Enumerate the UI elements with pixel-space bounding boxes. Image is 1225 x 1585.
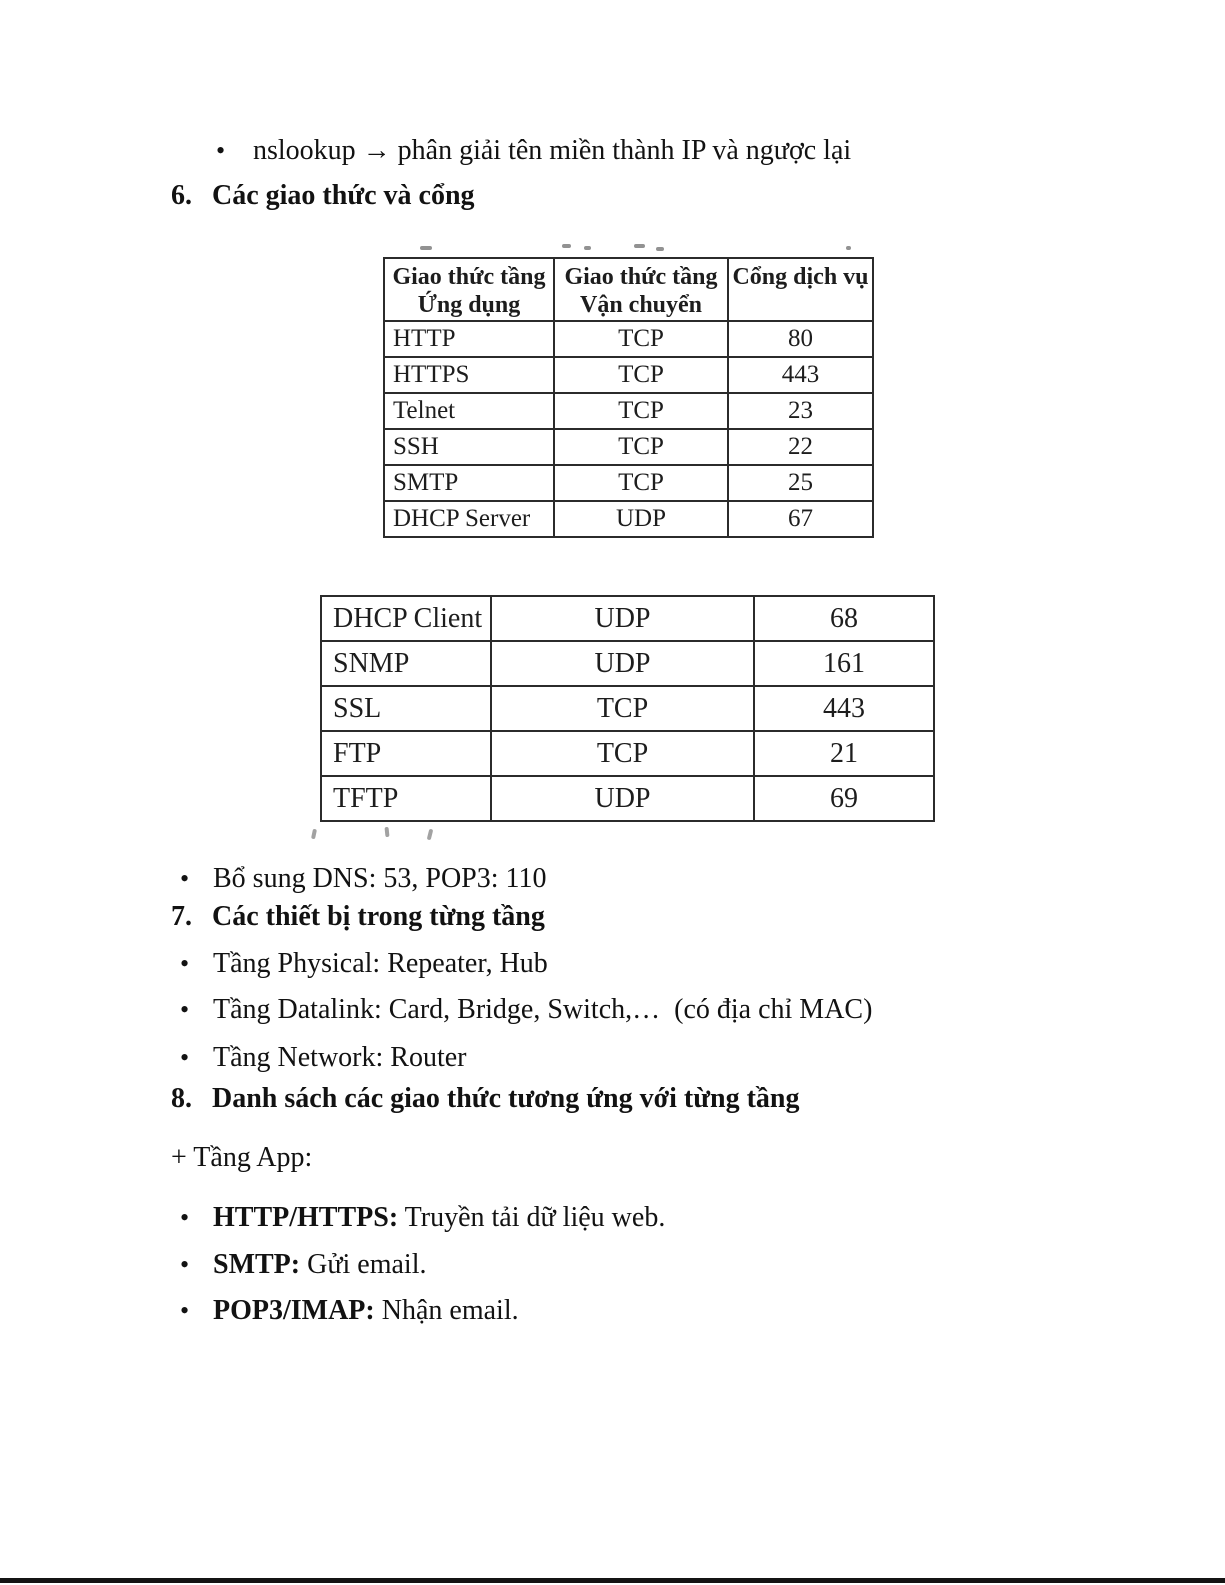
list-item-smtp bbox=[180, 1248, 426, 1282]
table-row bbox=[321, 686, 934, 731]
bullet-icon: • bbox=[180, 995, 190, 1024]
heading-8 bbox=[171, 1082, 799, 1116]
crop-artifact bbox=[384, 827, 389, 837]
cell-transport: TCP bbox=[554, 321, 728, 357]
bullet-icon: • bbox=[180, 1296, 190, 1325]
table-row bbox=[321, 776, 934, 821]
protocol-port-table-1 bbox=[383, 257, 874, 538]
protocol-port-table-2 bbox=[320, 595, 935, 822]
cell-transport: TCP bbox=[554, 429, 728, 465]
crop-artifact bbox=[656, 247, 664, 251]
list-item-physical bbox=[180, 947, 548, 981]
app-layer-label bbox=[171, 1141, 312, 1175]
cell-transport: UDP bbox=[491, 776, 754, 821]
list-item-text bbox=[213, 1294, 519, 1328]
cell-port: 161 bbox=[754, 641, 934, 686]
crop-artifact bbox=[311, 829, 317, 840]
cell-port: 69 bbox=[754, 776, 934, 821]
list-item-pop3-imap bbox=[180, 1294, 519, 1328]
table-row bbox=[321, 596, 934, 641]
heading-7 bbox=[171, 900, 545, 934]
cell-protocol: FTP bbox=[321, 731, 491, 776]
header-line: Vận chuyển bbox=[579, 292, 703, 318]
list-item-text: nslookup → phân giải tên miền thành IP và ngược lại bbox=[253, 135, 852, 166]
heading-6 bbox=[171, 179, 475, 213]
protocol-desc: Gửi email. bbox=[300, 1249, 427, 1280]
table-row bbox=[384, 357, 873, 393]
heading-number: 8. bbox=[171, 1083, 192, 1114]
protocol-desc: Nhận email. bbox=[374, 1295, 519, 1326]
cell-port: 80 bbox=[728, 321, 873, 357]
bullet-icon: • bbox=[180, 1203, 190, 1232]
crop-artifact bbox=[420, 246, 432, 250]
cell-transport: UDP bbox=[491, 596, 754, 641]
header-line: Ứng dụng bbox=[417, 292, 521, 318]
bullet-icon: • bbox=[180, 949, 190, 978]
cell-port: 23 bbox=[728, 393, 873, 429]
page-bottom-border bbox=[0, 1578, 1225, 1583]
cell-protocol: TFTP bbox=[321, 776, 491, 821]
table-header-row bbox=[384, 258, 873, 321]
list-item-text: Tầng Datalink: Card, Bridge, Switch,… (có địa chỉ MAC) bbox=[213, 994, 873, 1025]
crop-artifact bbox=[562, 244, 571, 248]
cell-port: 68 bbox=[754, 596, 934, 641]
cell-port: 67 bbox=[728, 501, 873, 537]
cell-protocol: DHCP Client bbox=[321, 596, 491, 641]
table-row bbox=[384, 501, 873, 537]
header-line: Cổng dịch vụ bbox=[732, 264, 869, 290]
cell-transport: UDP bbox=[491, 641, 754, 686]
list-item-datalink bbox=[180, 993, 872, 1027]
cell-port: 21 bbox=[754, 731, 934, 776]
cell-transport: TCP bbox=[554, 357, 728, 393]
header-service-port bbox=[728, 258, 873, 321]
protocol-desc: Truyền tải dữ liệu web. bbox=[398, 1202, 666, 1233]
cell-transport: TCP bbox=[554, 465, 728, 501]
header-transport-layer bbox=[554, 258, 728, 321]
cell-port: 22 bbox=[728, 429, 873, 465]
app-layer-text: + Tầng App: bbox=[171, 1142, 313, 1173]
heading-number: 6. bbox=[171, 180, 192, 211]
cell-protocol: SSH bbox=[384, 429, 554, 465]
heading-title: Danh sách các giao thức tương ứng với từng tầng bbox=[212, 1083, 800, 1114]
heading-number: 7. bbox=[171, 901, 192, 932]
cell-protocol: SNMP bbox=[321, 641, 491, 686]
table-row bbox=[384, 465, 873, 501]
table-row bbox=[384, 321, 873, 357]
header-line: Giao thức tầng bbox=[564, 264, 718, 290]
bullet-icon: • bbox=[180, 1250, 190, 1279]
cell-transport: TCP bbox=[491, 686, 754, 731]
bullet-icon: • bbox=[180, 864, 190, 893]
crop-artifact bbox=[846, 246, 851, 250]
list-item-network bbox=[180, 1041, 467, 1075]
cell-port: 443 bbox=[728, 357, 873, 393]
cell-protocol: SSL bbox=[321, 686, 491, 731]
protocol-name: HTTP/HTTPS: bbox=[213, 1202, 399, 1233]
crop-artifact bbox=[634, 244, 645, 248]
cell-protocol: DHCP Server bbox=[384, 501, 554, 537]
heading-title: Các thiết bị trong từng tầng bbox=[212, 901, 545, 932]
protocol-name: SMTP: bbox=[213, 1249, 301, 1280]
bullet-icon: • bbox=[216, 136, 226, 165]
list-item-http-https bbox=[180, 1201, 665, 1235]
cell-protocol: Telnet bbox=[384, 393, 554, 429]
header-app-layer bbox=[384, 258, 554, 321]
list-item-text: Bổ sung DNS: 53, POP3: 110 bbox=[213, 863, 547, 894]
cell-protocol: HTTPS bbox=[384, 357, 554, 393]
list-item-nslookup bbox=[216, 134, 851, 168]
table-row bbox=[321, 641, 934, 686]
cell-port: 443 bbox=[754, 686, 934, 731]
cell-protocol: SMTP bbox=[384, 465, 554, 501]
list-item-text: Tầng Physical: Repeater, Hub bbox=[213, 948, 548, 979]
cell-transport: TCP bbox=[554, 393, 728, 429]
cell-transport: TCP bbox=[491, 731, 754, 776]
crop-artifact bbox=[584, 246, 591, 250]
protocol-name: POP3/IMAP: bbox=[213, 1295, 375, 1326]
table-row bbox=[321, 731, 934, 776]
cell-port: 25 bbox=[728, 465, 873, 501]
list-item-dns-note bbox=[180, 862, 546, 896]
crop-artifact bbox=[427, 829, 434, 841]
table-row bbox=[384, 393, 873, 429]
heading-title: Các giao thức và cổng bbox=[212, 180, 475, 211]
cell-transport: UDP bbox=[554, 501, 728, 537]
table-row bbox=[384, 429, 873, 465]
list-item-text bbox=[213, 1201, 665, 1235]
list-item-text: Tầng Network: Router bbox=[213, 1042, 467, 1073]
list-item-text bbox=[213, 1248, 426, 1282]
bullet-icon: • bbox=[180, 1043, 190, 1072]
header-line: Giao thức tầng bbox=[392, 264, 546, 290]
cell-protocol: HTTP bbox=[384, 321, 554, 357]
